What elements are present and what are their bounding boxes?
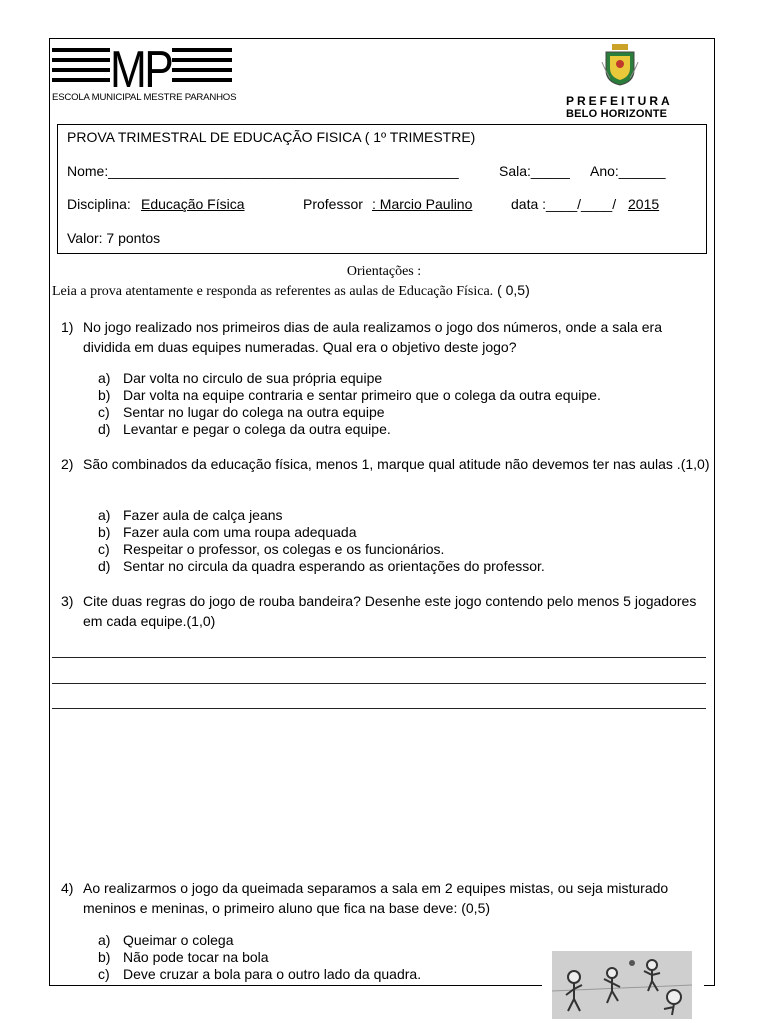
- exam-header-box: [57, 124, 707, 254]
- ano-field: Ano:______: [590, 163, 666, 179]
- question-number: 1): [61, 319, 74, 335]
- prefeitura-city: BELO HORIZONTE: [566, 108, 668, 120]
- option-4c: c) Deve cruzar a bola para o outro lado da quadra.: [98, 966, 422, 982]
- answer-line: [52, 708, 706, 709]
- page-border-bottom: [49, 985, 542, 986]
- prefeitura-title: PREFEITURA: [566, 94, 673, 108]
- answer-line: [52, 657, 706, 658]
- professor-value: : Marcio Paulino: [372, 196, 473, 212]
- school-name: ESCOLA MUNICIPAL MESTRE PARANHOS: [52, 92, 237, 103]
- disciplina-label: Disciplina:: [67, 196, 131, 212]
- disciplina-value: Educação Física: [141, 196, 245, 212]
- question-text: Ao realizarmos o jogo da queimada separamos a sala em 2 equipes mistas, ou seja misturado meninos e meninas, o primeiro aluno que fica na base deve: (0,5): [83, 880, 669, 916]
- professor-label: Professor: [303, 196, 363, 212]
- orientacoes-line: [52, 282, 530, 300]
- exam-value: Valor: 7 pontos: [67, 230, 161, 246]
- question-number: 2): [61, 456, 74, 472]
- dodgeball-illustration: [552, 951, 692, 1019]
- sala-field: Sala:_____: [499, 163, 570, 179]
- name-field: Nome:_____________________________________________: [67, 163, 459, 179]
- question-1: [61, 317, 711, 357]
- page-border-bottom-right: [704, 985, 715, 986]
- orientacoes-title: Orientações :: [346, 264, 422, 279]
- question-3: [61, 591, 711, 631]
- option-1c: c) Sentar no lugar do colega na outra equipe: [98, 404, 385, 420]
- option-1a: a) Dar volta no circulo de sua própria equipe: [98, 370, 383, 386]
- coat-of-arms-icon: [600, 42, 640, 86]
- orientacoes-points: ( 0,5): [497, 282, 530, 298]
- question-text: No jogo realizado nos primeiros dias de aula realizamos o jogo dos números, onde a sala era dividida em duas equipes numeradas. Qual era o objetivo deste jogo?: [83, 319, 662, 355]
- question-number: 4): [61, 880, 74, 896]
- option-1d: d) Levantar e pegar o colega da outra equipe.: [98, 421, 391, 437]
- question-number: 3): [61, 593, 74, 609]
- question-text: Cite duas regras do jogo de rouba bandeira? Desenhe este jogo contendo pelo menos 5 jogadores em cada equipe.(1,0): [83, 593, 697, 629]
- answer-line: [52, 683, 706, 684]
- prefeitura-logo: [562, 42, 676, 122]
- option-2c: c) Respeitar o professor, os colegas e os funcionários.: [98, 541, 445, 557]
- option-1b: b) Dar volta na equipe contraria e sentar primeiro que o colega da outra equipe.: [98, 387, 601, 403]
- logo-letters: MP: [110, 41, 172, 99]
- question-2: [61, 454, 711, 494]
- option-4b: b) Não pode tocar na bola: [98, 949, 269, 965]
- kids-playing-icon: [552, 951, 692, 1019]
- option-2d: d) Sentar no circula da quadra esperando as orientações do professor.: [98, 558, 545, 574]
- school-logo: [52, 41, 237, 106]
- orientacoes-text: Leia a prova atentamente e responda as referentes as aulas de Educação Física.: [52, 284, 494, 299]
- exam-title: PROVA TRIMESTRAL DE EDUCAÇÃO FISICA ( 1º TRIMESTRE): [67, 129, 476, 145]
- date-field: data :____/____/: [511, 196, 617, 212]
- option-2b: b) Fazer aula com uma roupa adequada: [98, 524, 357, 540]
- option-4a: a) Queimar o colega: [98, 932, 234, 948]
- question-4: [61, 878, 711, 918]
- option-2a: a) Fazer aula de calça jeans: [98, 507, 283, 523]
- date-year: 2015: [628, 196, 660, 212]
- question-text: São combinados da educação física, menos 1, marque qual atitude não devemos ter nas aulas .(1,0): [83, 456, 710, 472]
